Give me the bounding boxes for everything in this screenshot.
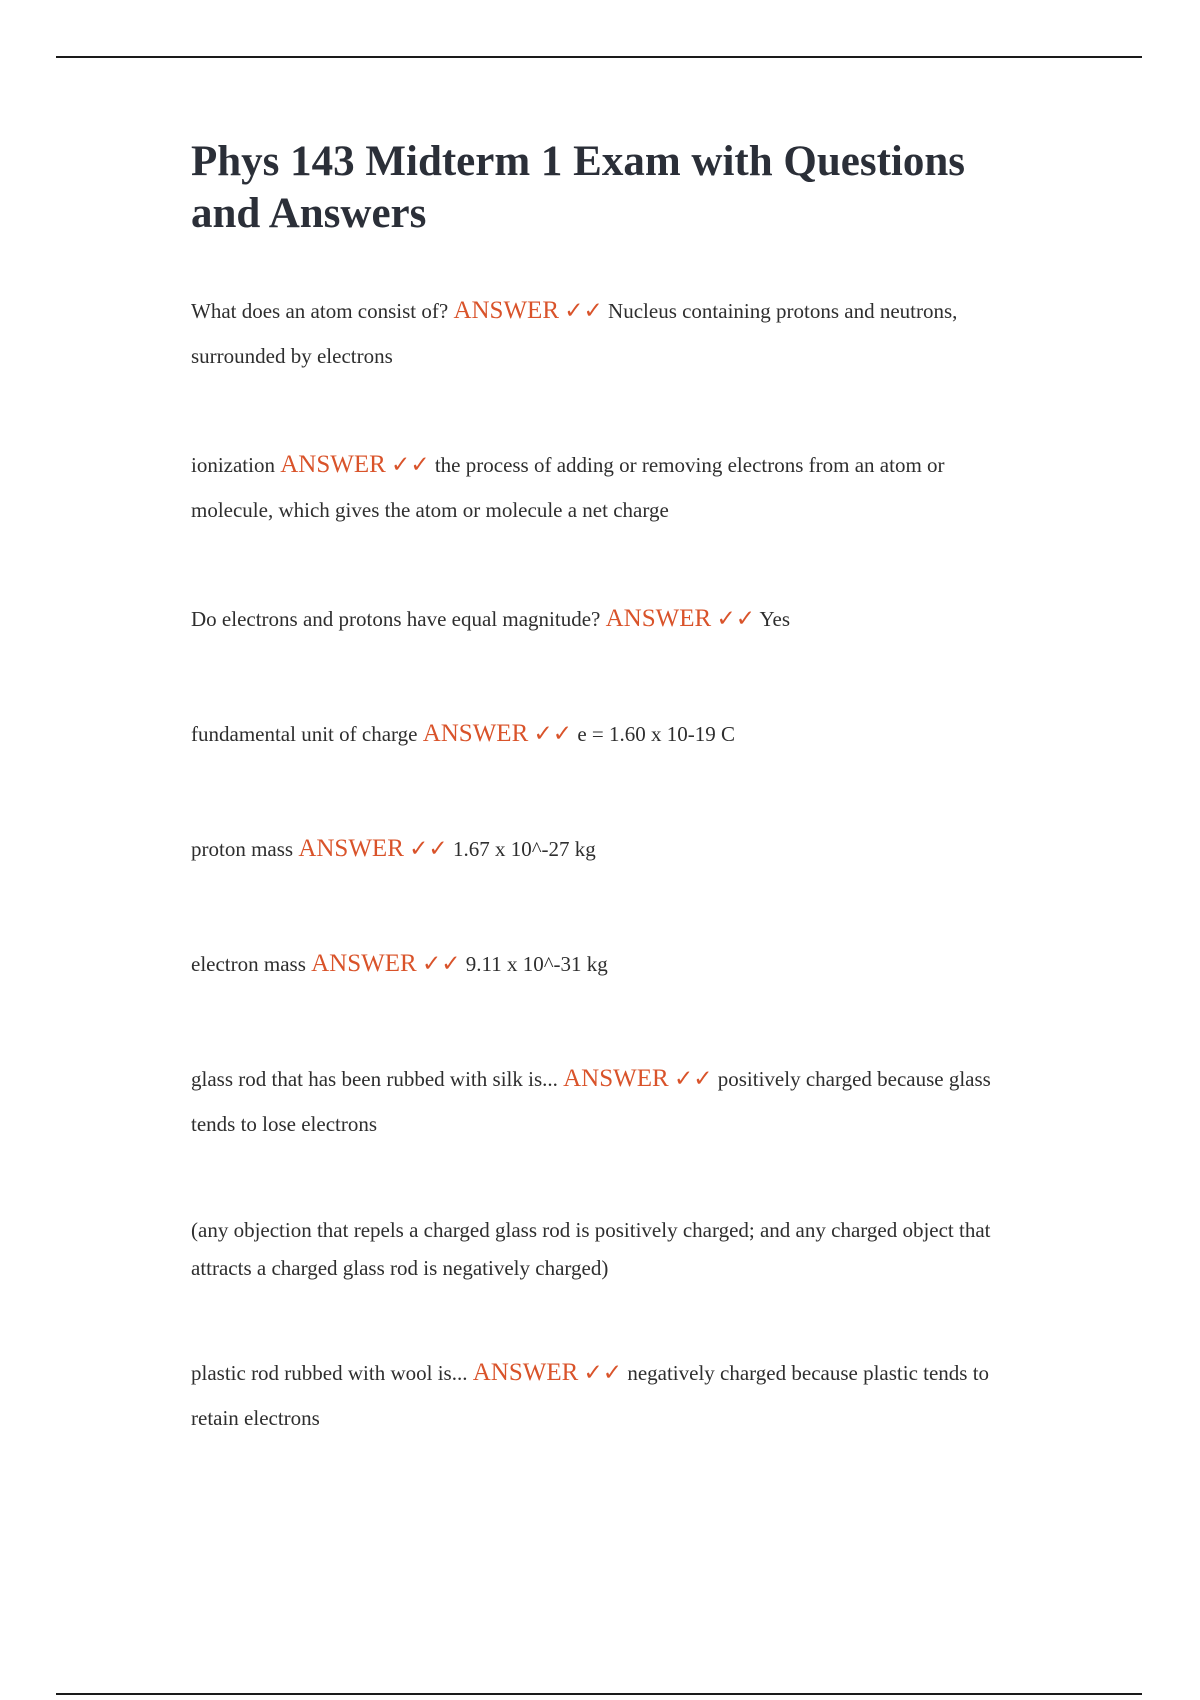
answer-text: 1.67 x 10^-27 kg	[452, 837, 596, 861]
question-text: ionization	[191, 453, 275, 477]
check-icon: ✓✓	[533, 721, 573, 746]
document-header	[191, 136, 1031, 240]
top-rule	[56, 56, 1142, 58]
question-text: fundamental unit of charge	[191, 722, 418, 746]
question-text: What does an atom consist of?	[191, 299, 449, 323]
answer-label: ANSWER	[453, 297, 559, 324]
check-icon: ✓✓	[716, 606, 755, 631]
qa-entry	[191, 596, 1031, 642]
qa-entry	[191, 826, 1031, 872]
question-text: glass rod that has been rubbed with silk is...	[191, 1067, 558, 1091]
check-icon: ✓✓	[673, 1066, 713, 1091]
answer-label: ANSWER	[472, 1359, 579, 1386]
question-text: plastic rod rubbed with wool is...	[191, 1361, 468, 1385]
answer-text: Nucleus containing protons and neutrons, surrounded by electrons	[191, 299, 958, 368]
answer-text: e = 1.60 x 10-19 C	[577, 722, 735, 746]
answer-label: ANSWER	[605, 605, 712, 632]
answer-text: negatively charged because plastic tends to retain electrons	[191, 1361, 990, 1430]
qa-entry	[191, 711, 1031, 757]
qa-entry	[191, 941, 1031, 987]
check-icon: ✓✓	[409, 836, 448, 861]
qa-entry	[191, 1350, 1031, 1441]
note-text: (any objection that repels a charged glass rod is positively charged; and any charged object that attracts a charged glass rod is negatively charged)	[191, 1218, 991, 1280]
check-icon: ✓✓	[421, 951, 461, 976]
answer-text: Yes	[759, 607, 791, 631]
answer-text: positively charged because glass tends to lose electrons	[191, 1067, 991, 1136]
bottom-rule	[56, 1693, 1142, 1695]
check-icon: ✓✓	[391, 452, 430, 477]
question-text: electron mass	[191, 952, 306, 976]
question-text: Do electrons and protons have equal magnitude?	[191, 607, 601, 631]
check-icon: ✓✓	[583, 1360, 623, 1385]
answer-label: ANSWER	[422, 720, 529, 747]
question-text: proton mass	[191, 837, 294, 861]
answer-label: ANSWER	[280, 451, 386, 478]
note-paragraph	[191, 1211, 1031, 1287]
answer-label: ANSWER	[563, 1065, 669, 1092]
qa-entry	[191, 442, 1031, 533]
document-title: Phys 143 Midterm 1 Exam with Questions and Answers	[191, 138, 965, 237]
answer-label: ANSWER	[311, 950, 417, 977]
answer-text: 9.11 x 10^-31 kg	[465, 952, 608, 976]
answer-label: ANSWER	[298, 835, 404, 862]
answer-text: the process of adding or removing electrons from an atom or molecule, which gives the atom or molecule a net charge	[191, 453, 945, 522]
check-icon: ✓✓	[564, 298, 603, 323]
qa-entry	[191, 288, 1031, 379]
qa-entry	[191, 1056, 1031, 1147]
